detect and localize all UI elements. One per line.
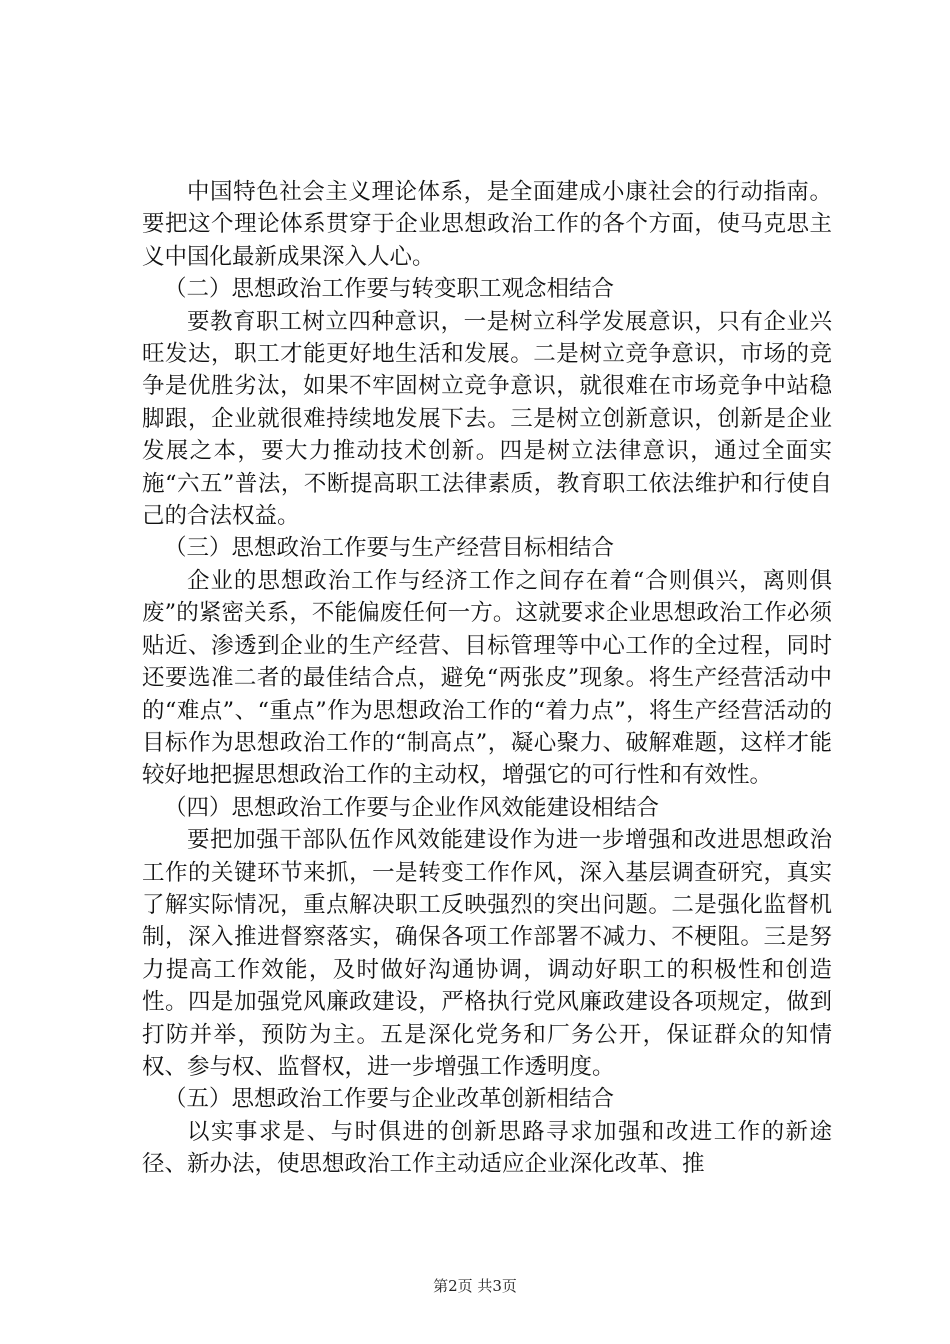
paragraph-section-3: 企业的思想政治工作与经济工作之间存在着“合则俱兴，离则俱废”的紧密关系，不能偏废任何一方。这就要求企业思想政治工作必须贴近、渗透到企业的生产经营、目标管理等中心工作的全过程，同时还要选准二者的最佳结合点，避免“两张皮”现象。将生产经营活动中的“难点”、“重点”作为思想政治工作的“着力点”，将生产经营活动的目标作为思想政治工作的“制高点”，凝心聚力、破解难题，这样才能较好地把握思想政治工作的主动权，增强它的可行性和有效性。: [142, 567, 832, 789]
section-heading-2: （二）思想政治工作要与转变职工观念相结合: [164, 276, 615, 303]
section-heading-4: （四）思想政治工作要与企业作风效能建设相结合: [164, 794, 660, 821]
paragraph-section-5: 以实事求是、与时俱进的创新思路寻求加强和改进工作的新途径、新办法，使思想政治工作主动适应企业深化改革、推: [142, 1118, 832, 1178]
document-body: [142, 176, 832, 1181]
paragraph-section-2: 要教育职工树立四种意识，一是树立科学发展意识，只有企业兴旺发达，职工才能更好地生活和发展。二是树立竞争意识，市场的竞争是优胜劣汰，如果不牢固树立竞争意识，就很难在市场竞争中站稳脚跟，企业就很难持续地发展下去。三是树立创新意识，创新是企业发展之本，要大力推动技术创新。四是树立法律意识，通过全面实施“六五”普法，不断提高职工法律素质，教育职工依法维护和行使自己的合法权益。: [142, 308, 832, 530]
section-heading-3: （三）思想政治工作要与生产经营目标相结合: [164, 535, 615, 562]
paragraph-intro: 中国特色社会主义理论体系，是全面建成小康社会的行动指南。要把这个理论体系贯穿于企业思想政治工作的各个方面，使马克思主义中国化最新成果深入人心。: [142, 179, 832, 270]
section-heading-5: （五）思想政治工作要与企业改革创新相结合: [164, 1086, 615, 1113]
paragraph-section-4: 要把加强干部队伍作风效能建设作为进一步增强和改进思想政治工作的关键环节来抓，一是转变工作作风，深入基层调查研究，真实了解实际情况，重点解决职工反映强烈的突出问题。二是强化监督机制，深入推进督察落实，确保各项工作部署不减力、不梗阻。三是努力提高工作效能，及时做好沟通协调，调动好职工的积极性和创造性。四是加强党风廉政建设，严格执行党风廉政建设各项规定，做到打防并举，预防为主。五是深化党务和厂务公开，保证群众的知情权、参与权、监督权，进一步增强工作透明度。: [142, 827, 832, 1080]
page-footer: 第2页 共3页: [433, 1277, 517, 1295]
